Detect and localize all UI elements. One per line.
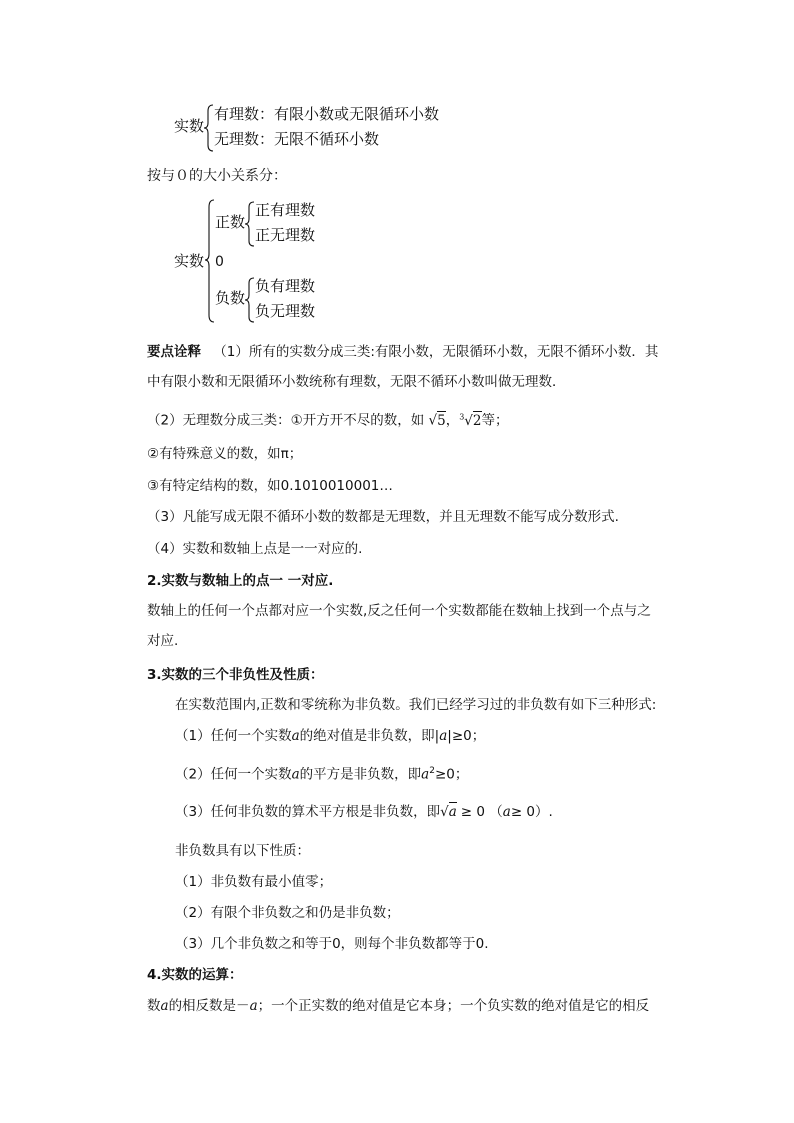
f2a: （2）任何一个实数	[175, 766, 292, 783]
sec3-form-1	[175, 730, 485, 744]
comma: ，	[445, 412, 460, 429]
notes-line-1	[147, 346, 658, 360]
var-a: a	[291, 728, 300, 744]
notes-heading: 要点诠释	[147, 344, 201, 360]
notes-line-2	[147, 413, 509, 428]
s4a: 数	[147, 998, 161, 1014]
s4c: ；一个正实数的绝对值是它本身；一个负实数的绝对值是它的相反	[257, 998, 650, 1014]
f1c: |≥0；	[447, 728, 486, 744]
f1b: 的绝对值是非负数，即|	[299, 728, 440, 744]
f2b: 的平方是非负数，即	[299, 766, 422, 783]
classify1-brace	[204, 104, 214, 152]
sqrt5-radicand: 5	[437, 412, 446, 429]
f1a: （1）任何一个实数	[175, 728, 292, 744]
sec2-body-b: 对应.	[147, 633, 179, 649]
f3b: ≥ 0 （	[460, 804, 503, 820]
pos-irrational: 正无理数	[255, 226, 316, 244]
notes-p5: （3）凡能写成无限不循环小数的数都是无理数，并且无理数不能写成分数形式.	[147, 509, 619, 525]
var-a: a	[160, 998, 169, 1014]
f3c: ≥ 0）.	[510, 804, 553, 820]
prop-3: （3）几个非负数之和等于0，则每个非负数都等于0.	[175, 936, 489, 952]
sec2-body-a: 数轴上的任何一个点都对应一个实数,反之任何一个实数都能在数轴上找到一个点与之	[147, 603, 651, 619]
var-a: a	[249, 998, 258, 1014]
classify2-negative: 负数	[215, 289, 246, 307]
classify1-root: 实数	[174, 117, 205, 135]
neg-irrational: 负无理数	[255, 302, 316, 320]
sec3-form-2	[175, 767, 468, 782]
props-intro: 非负数具有以下性质：	[175, 843, 310, 859]
sec2-title: 2.实数与数轴上的点一 一对应.	[147, 573, 334, 589]
sqrt-a-radicand: a	[448, 804, 457, 820]
var-a: a	[421, 766, 430, 783]
var-a: a	[502, 804, 511, 820]
notes-p6: （4）实数和数轴上点是一一对应的.	[147, 541, 363, 557]
notes-p2a: （2）无理数分成三类：①开方开不尽的数，如	[147, 412, 425, 429]
pos-rational: 正有理数	[255, 201, 316, 219]
classify2-root: 实数	[174, 252, 205, 270]
neg-rational: 负有理数	[255, 277, 316, 295]
notes-p2b: 等；	[481, 412, 509, 429]
sec3-intro: 在实数范围内,正数和零统称为非负数。我们已经学习过的非负数有如下三种形式:	[175, 697, 657, 713]
cuberoot2: $^3$√2	[459, 412, 482, 429]
sec3-form-3	[175, 806, 553, 820]
cuberoot-radicand: 2	[472, 412, 482, 429]
sqrt-a: √a	[440, 804, 457, 820]
sign-intro: 按与０的大小关系分：	[147, 168, 287, 184]
sqrt5: √5	[428, 412, 446, 429]
notes-p1b: 中有限小数和无限循环小数统称有理数，无限不循环小数叫做无理数．	[147, 374, 566, 390]
notes-p4: ③有特定结构的数，如0.1010010001…	[147, 478, 393, 494]
positive-brace	[245, 201, 255, 247]
classify2-brace	[205, 199, 215, 323]
negative-brace	[245, 277, 255, 323]
classify2-zero: 0	[215, 254, 224, 270]
sec3-title: 3.实数的三个非负性及性质：	[147, 667, 324, 683]
f2c: ≥0；	[434, 766, 469, 783]
sec4-body	[147, 1000, 649, 1014]
classify1-rational: 有理数：有限小数或无限循环小数	[214, 105, 440, 123]
cuberoot-index: 3	[459, 412, 465, 421]
notes-p1a: （1）所有的实数分成三类:有限小数，无限循环小数，无限不循环小数．其	[213, 344, 659, 360]
sec4-title: 4.实数的运算：	[147, 967, 243, 983]
exponent: 2	[429, 766, 435, 776]
var-a: a	[439, 728, 448, 744]
prop-2: （2）有限个非负数之和仍是非负数；	[175, 905, 400, 921]
var-a: a	[291, 766, 300, 783]
s4b: 的相反数是－	[168, 998, 250, 1014]
classify2-positive: 正数	[215, 213, 246, 231]
f3a: （3）任何非负数的算术平方根是非负数，即	[175, 804, 441, 820]
prop-1: （1）非负数有最小值零；	[175, 874, 333, 890]
classify1-irrational: 无理数：无限不循环小数	[214, 130, 380, 148]
notes-p3: ②有特殊意义的数，如π；	[147, 446, 303, 462]
